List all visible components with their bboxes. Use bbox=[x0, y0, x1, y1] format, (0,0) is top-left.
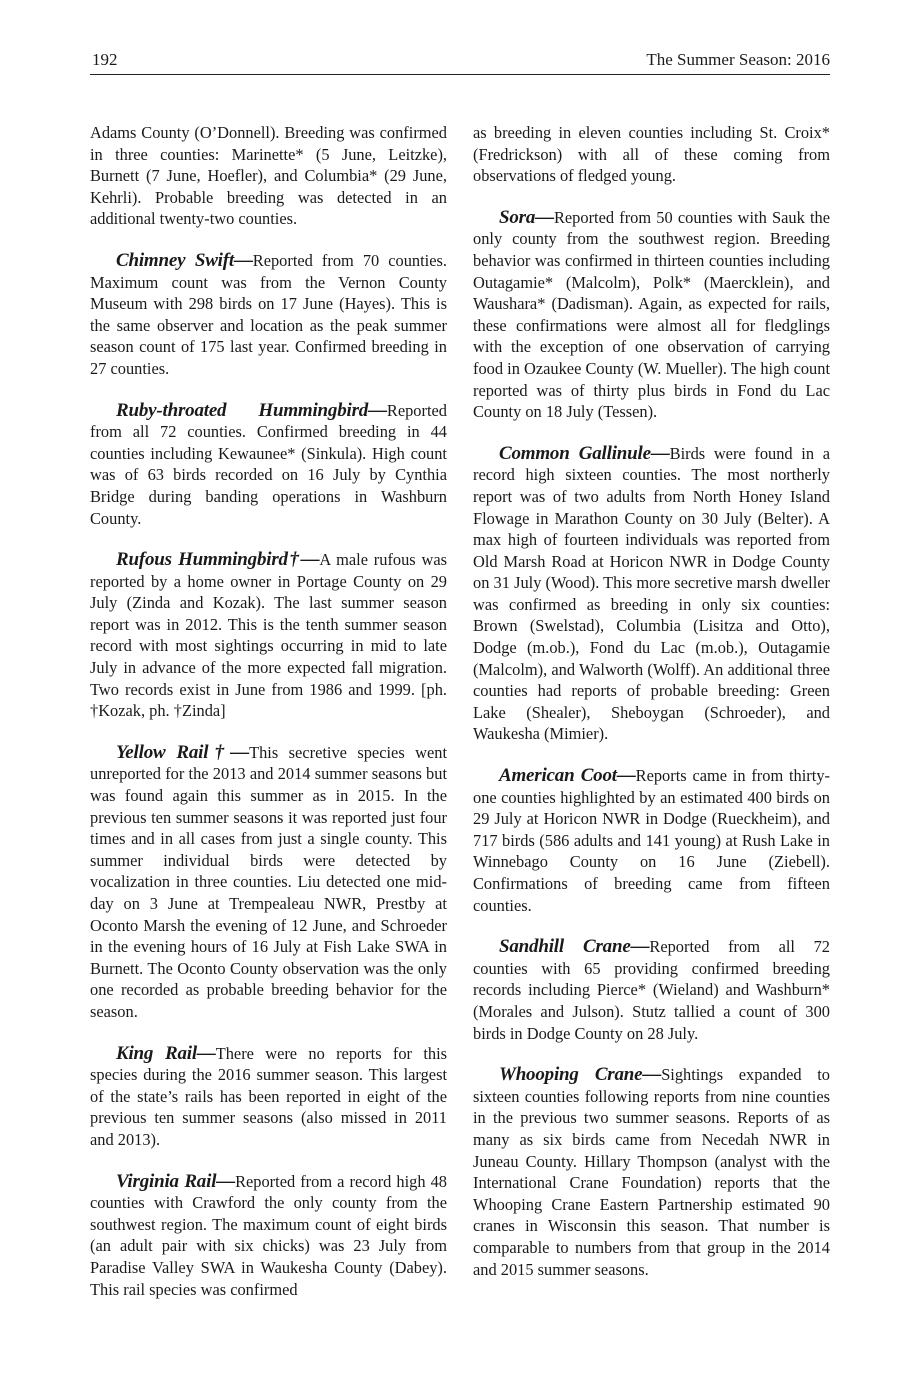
species-name: Rufous Hummingbird†— bbox=[116, 549, 320, 571]
entry-text: Reported from 50 counties with Sauk the only county from the southwest region. Breeding behavior was confirmed in thirteen counties including Outagamie* (Malcolm), Polk* (Maercklein), and Waushara* (Dadisman). Again, as expected for rails, these confirmations were almost all for fledglings with the exception of one observation of carrying food in Ozaukee County (W. Mueller). The high count reported was of thirty plus birds in Fond du Lac County on 18 July (Tessen). bbox=[473, 207, 830, 422]
entry-ruby-throated-hummingbird bbox=[90, 400, 447, 530]
entry-american-coot bbox=[473, 765, 830, 916]
page-header bbox=[90, 48, 830, 75]
entry-yellow-rail bbox=[90, 742, 447, 1023]
entry-text: Adams County (O’Donnell). Breeding was confirmed in three counties: Marinette* (5 June, Leitzke), Burnett (7 June, Hoefler), and Columbia* (29 June, Kehrli). Probable breeding was detected in an additional twenty-two counties. bbox=[90, 123, 447, 229]
entry-king-rail bbox=[90, 1043, 447, 1151]
entry-rufous-hummingbird bbox=[90, 549, 447, 722]
entry-chimney-swift bbox=[90, 250, 447, 380]
entry-whooping-crane bbox=[473, 1064, 830, 1280]
entry-sandhill-crane bbox=[473, 936, 830, 1044]
entry-text: as breeding in eleven counties including St. Croix* (Fredrickson) with all of these coming from observations of fledged young. bbox=[473, 123, 830, 186]
entry-text: Sightings expanded to sixteen counties following reports from nine counties in the previous two summer seasons. Reports of as many as six birds came from Necedah NWR in Juneau County. Hillary Thompson (analyst with the International Crane Foundation) reports that the Whooping Crane Eastern Partnership estimated 90 cranes in Wisconsin this season. That number is comparable to numbers from that group in the 2014 and 2015 summer seasons. bbox=[473, 1065, 830, 1279]
entry-text: Reported from all 72 counties with 65 providing confirmed breeding records including Pierce* (Wieland) and Washburn* (Morales and Julson). Stutz tallied a count of 300 birds in Dodge County on 28 July. bbox=[473, 937, 830, 1043]
entry-virginia-rail bbox=[90, 1171, 447, 1301]
entry-sora bbox=[473, 207, 830, 423]
species-name: Whooping Crane— bbox=[499, 1064, 662, 1086]
entry-text: Birds were found in a record high sixteen counties. The most northerly report was of two adults from North Honey Island Flowage in Marathon County on 30 July (Belter). A max high of fourteen individuals was reported from Old Marsh Road at Horicon NWR in Dodge County on 31 July (Wood). This more secretive marsh dweller was confirmed as breeding in only six counties: Brown (Swelstad), Columbia (Lisitza and Otto), Dodge (m.ob.), Fond du Lac (m.ob.), Outagamie (Malcolm), and Walworth (Wolff). An additional three counties had reports of probable breeding: Green Lake (Shealer), Sheboygan (Schroeder), and Waukesha (Mimier). bbox=[473, 443, 830, 744]
entry-common-gallinule bbox=[473, 443, 830, 745]
left-column bbox=[90, 122, 447, 1320]
species-name: Sora— bbox=[499, 206, 554, 228]
entry-text: This secretive species went unreported for the 2013 and 2014 summer seasons but was found again this summer as in 2015. In the previous ten summer seasons it was reported just four times and in all cases from just a single county. This summer individual birds were detected by vocalization in three counties. Liu detected one mid-day on 3 June at Trempealeau NWR, Prestby at Oconto Marsh the evening of 12 June, and Schroeder in the evening hours of 16 July at Fish Lake SWA in Burnett. The Oconto County observation was the only one recorded as probable breeding behavior for the season. bbox=[90, 742, 447, 1021]
entry-text: A male rufous was reported by a home owner in Portage County on 29 July (Zinda and Kozak). The last summer season report was in 2012. This is the tenth summer season record with most sightings occurring in mid to late July in advance of the more expected fall migration. Two records exist in June from 1986 and 1999. [ph. †Kozak, ph. †Zinda] bbox=[90, 550, 447, 721]
paragraph-continuation-adams bbox=[90, 122, 447, 230]
entry-text: Reported from 70 counties. Maximum count was from the Vernon County Museum with 298 birds on 17 June (Hayes). This is the same observer and location as the peak summer season count of 175 last year. Confirmed breeding in 27 counties. bbox=[90, 250, 447, 378]
species-name: King Rail— bbox=[116, 1042, 216, 1064]
entry-text: Reported from all 72 counties. Confirmed breeding in 44 counties including Kewaunee* (Sinkula). High count was of 63 birds recorded on 16 July by Cynthia Bridge during banding operations in Washburn County. bbox=[90, 400, 447, 528]
entry-text: Reported from a record high 48 counties with Crawford the only county from the southwest region. The maximum count of eight birds (an adult pair with six chicks) was 23 July from Paradise Valley SWA in Waukesha County (Dabey). This rail species was confirmed bbox=[90, 1171, 448, 1299]
species-name: Virginia Rail— bbox=[116, 1170, 236, 1192]
species-name: Ruby-throated Hummingbird— bbox=[116, 399, 387, 421]
species-name: Common Gallinule— bbox=[499, 442, 670, 464]
page-number: 192 bbox=[92, 50, 118, 69]
species-name: Chimney Swift— bbox=[116, 249, 253, 271]
entry-text: Reports came in from thirty-one counties highlighted by an estimated 400 birds on 29 July at Horicon NWR in Dodge (Rueckheim), and 717 birds (586 adults and 141 young) at Rush Lake in Winnebago County on 16 June (Ziebell). Confirmations of breeding came from fifteen counties. bbox=[473, 766, 830, 915]
paragraph-continuation-virginia-rail bbox=[473, 122, 830, 187]
entry-text: There were no reports for this species during the 2016 summer season. This largest of the state’s rails has been reported in eight of the previous ten summer seasons (also missed in 2011 and 2013). bbox=[90, 1043, 448, 1149]
right-column bbox=[473, 122, 830, 1300]
species-name: Yellow Rail†— bbox=[116, 741, 250, 763]
species-name: American Coot— bbox=[499, 765, 636, 787]
running-title: The Summer Season: 2016 bbox=[646, 50, 830, 69]
species-name: Sandhill Crane— bbox=[499, 936, 650, 958]
